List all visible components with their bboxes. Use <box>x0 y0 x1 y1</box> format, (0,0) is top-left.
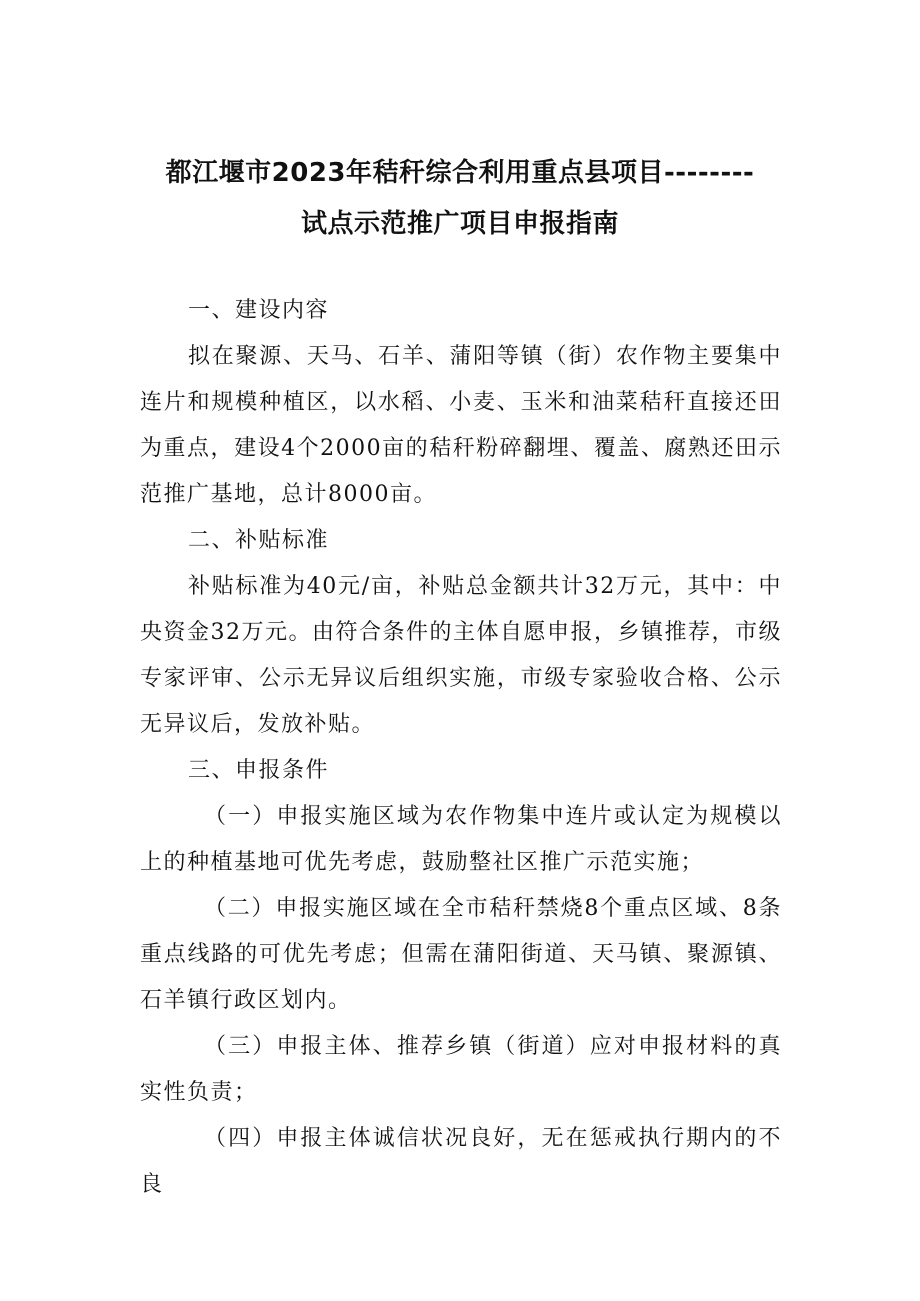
section-1-heading: 一、建设内容 <box>188 298 330 323</box>
document-title-line-2: 试点示范推广项目申报指南 <box>300 209 619 239</box>
section-1-paragraph: 拟在聚源、天马、石羊、蒲阳等镇（街）农作物主要集中连片和规模种植区，以水稻、小麦、玉米和油菜秸秆直接还田为重点，建设4个2000亩的秸秆粉碎翻埋、覆盖、腐熟还田示范推广基地，总计8000亩。 <box>140 344 782 507</box>
section-3-heading: 三、申报条件 <box>188 758 330 783</box>
section-2-paragraph: 补贴标准为40元/亩，补贴总金额共计32万元，其中：中央资金32万元。由符合条件的主体自愿申报，乡镇推荐，市级专家评审、公示无异议后组织实施，市级专家验收合格、公示无异议后，发放补贴。 <box>140 574 782 737</box>
section-2-heading: 二、补贴标准 <box>188 528 330 553</box>
condition-1: （一）申报实施区域为农作物集中连片或认定为规模以上的种植基地可优先考虑，鼓励整社区推广示范实施； <box>140 804 782 875</box>
document-title-line-1: 都江堰市2023年秸秆综合利用重点县项目-------- <box>165 158 755 188</box>
document-body <box>140 288 782 1208</box>
condition-3: （三）申报主体、推荐乡镇（街道）应对申报材料的真实性负责； <box>140 1034 782 1105</box>
condition-2: （二）申报实施区域在全市秸秆禁烧8个重点区域、8条重点线路的可优先考虑；但需在蒲阳街道、天马镇、聚源镇、石羊镇行政区划内。 <box>140 896 782 1013</box>
condition-4: （四）申报主体诚信状况良好，无在惩戒执行期内的不良 <box>140 1126 782 1197</box>
